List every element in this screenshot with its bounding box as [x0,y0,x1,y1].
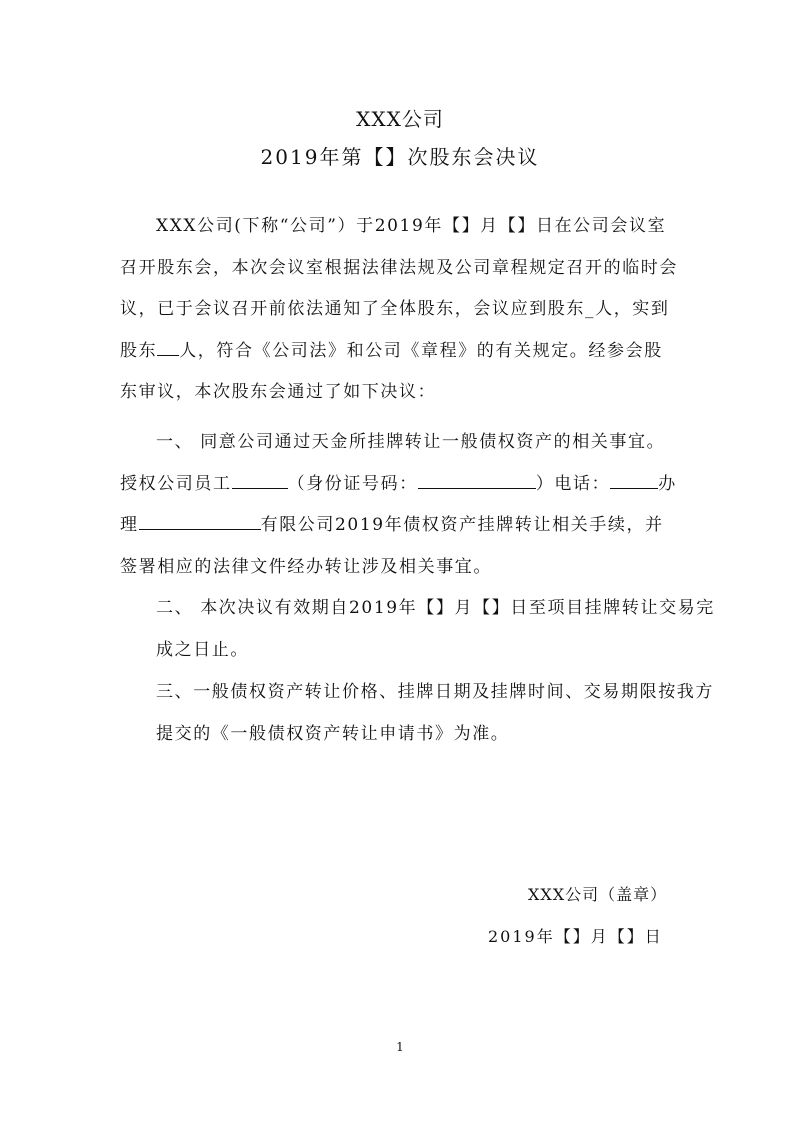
resolution-1-rest: 有限公司2019年债权资产挂牌转让相关手续，并签署相应的法律文件经办转让涉及相关事宜。 [120,515,664,577]
handle-label: 办理 [120,473,677,535]
handler-company-blank [139,517,261,530]
id-number-blank [418,476,536,489]
shareholders-present-blank [157,341,179,356]
paragraph-meeting-intro [120,206,680,414]
intro-text-part3: 人，符合《公司法》和公司《章程》的有关规定。经参会股东审议，本次股东会通过了如下决议： [120,340,663,402]
employee-name-blank [232,476,288,489]
shareholders-expected-blank: _ [585,299,596,319]
resolution-1-heading: 一、 同意公司通过天金所挂牌转让一般债权资产的相关事宜。 [156,432,666,452]
page-number: 1 [396,1040,404,1054]
document-title-resolution: 2019年第【】次股东会决议 [260,145,540,169]
phone-blank [610,476,658,489]
resolution-2: 二、 本次决议有效期自2019年【】月【】日至项目挂牌转让交易完成之日止。 [156,598,715,660]
phone-label: ）电话： [535,473,611,494]
resolution-1-authorization [120,464,680,589]
authorize-employee-label: 授权公司员工 [120,473,232,494]
document-title-company: XXX公司 [356,107,444,131]
signature-date: 2019年【】月【】日 [488,927,663,946]
intro-text-part2: 人，实到股东 [120,299,670,361]
signature-company-seal: XXX公司（盖章） [528,885,668,904]
resolution-1 [120,422,680,588]
id-number-label: （身份证号码： [287,473,418,494]
intro-text-part1: XXX公司(下称“公司”）于2019年【】月【】日在公司会议室召开股东会，本次会议室根据法律法规及公司章程规定召开的临时会议，已于会议召开前依法通知了全体股东，会议应到股东 [120,216,678,319]
resolution-3: 三、一般债权资产转让价格、挂牌日期及挂牌时间、交易期限按我方提交的《一般债权资产转让申请书》为准。 [156,682,714,744]
